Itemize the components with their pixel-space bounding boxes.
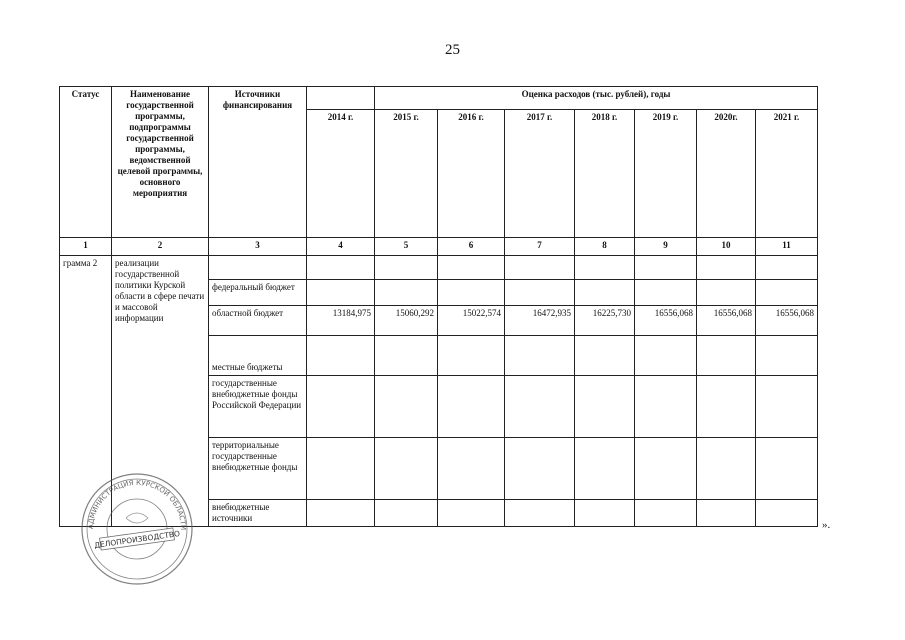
funding-source-cell: территориальные государственные внебюджетные фонды [209, 438, 307, 500]
value-cell [375, 280, 438, 306]
value-cell [307, 376, 375, 438]
value-cell: 13184,975 [307, 306, 375, 336]
value-cell: 16556,068 [697, 306, 756, 336]
value-cell [697, 500, 756, 527]
header-year: 2016 г. [438, 110, 505, 238]
header-year: 2018 г. [575, 110, 635, 238]
value-cell [575, 256, 635, 280]
value-cell [635, 438, 697, 500]
seal-arc-text: АДМИНИСТРАЦИЯ КУРСКОЙ ОБЛАСТИ [86, 478, 188, 531]
value-cell: 16472,935 [505, 306, 575, 336]
value-cell [635, 336, 697, 376]
value-cell [375, 256, 438, 280]
value-cell: 16556,068 [635, 306, 697, 336]
value-cell [307, 280, 375, 306]
value-cell [505, 256, 575, 280]
header-year: 2015 г. [375, 110, 438, 238]
column-number: 3 [209, 238, 307, 256]
column-number: 6 [438, 238, 505, 256]
column-number: 2 [112, 238, 209, 256]
header-expenses-title: Оценка расходов (тыс. рублей), годы [375, 87, 818, 110]
funding-source-cell: государственные внебюджетные фонды Российской Федерации [209, 376, 307, 438]
value-cell [635, 376, 697, 438]
value-cell [575, 438, 635, 500]
header-year: 2014 г. [307, 110, 375, 238]
value-cell [756, 438, 818, 500]
value-cell [438, 280, 505, 306]
value-cell [375, 376, 438, 438]
value-cell [375, 336, 438, 376]
value-cell [375, 500, 438, 527]
column-number: 7 [505, 238, 575, 256]
value-cell: 15060,292 [375, 306, 438, 336]
seal-center-text: ДЕЛОПРОИЗВОДСТВО [93, 529, 181, 550]
value-cell [635, 280, 697, 306]
funding-source-cell: местные бюджеты [209, 336, 307, 376]
column-number: 4 [307, 238, 375, 256]
header-funding-sources: Источники финансирования [209, 87, 307, 238]
value-cell [697, 336, 756, 376]
value-cell: 16225,730 [575, 306, 635, 336]
header-year: 2021 г. [756, 110, 818, 238]
column-number-row [60, 238, 818, 256]
funding-source-cell [209, 256, 307, 280]
value-cell [438, 256, 505, 280]
value-cell [438, 336, 505, 376]
header-status: Статус [60, 87, 112, 238]
value-cell [635, 256, 697, 280]
value-cell [438, 376, 505, 438]
value-cell: 16556,068 [756, 306, 818, 336]
value-cell [438, 438, 505, 500]
value-cell [575, 336, 635, 376]
value-cell [635, 500, 697, 527]
funding-source-cell: областной бюджет [209, 306, 307, 336]
column-number: 9 [635, 238, 697, 256]
funding-source-cell: федеральный бюджет [209, 280, 307, 306]
value-cell [505, 336, 575, 376]
header-blank-cell [307, 87, 375, 110]
value-cell [575, 500, 635, 527]
funding-source-cell: внебюджетные источники [209, 500, 307, 527]
value-cell [697, 376, 756, 438]
value-cell [307, 256, 375, 280]
column-number: 8 [575, 238, 635, 256]
budget-table [59, 86, 818, 527]
status-cell: грамма 2 [60, 256, 112, 527]
trailing-quote-mark: ». [822, 519, 831, 531]
header-row-top [60, 87, 818, 110]
header-year: 2020г. [697, 110, 756, 238]
value-cell [756, 280, 818, 306]
value-cell [756, 376, 818, 438]
value-cell [756, 500, 818, 527]
value-cell [575, 376, 635, 438]
column-number: 1 [60, 238, 112, 256]
column-number: 11 [756, 238, 818, 256]
value-cell [375, 438, 438, 500]
value-cell [505, 500, 575, 527]
header-year: 2017 г. [505, 110, 575, 238]
value-cell [307, 336, 375, 376]
value-cell [307, 438, 375, 500]
table-row [60, 256, 818, 280]
value-cell [505, 376, 575, 438]
value-cell [307, 500, 375, 527]
column-number: 10 [697, 238, 756, 256]
program-name-cell: реализации государственной политики Курской области в сфере печати и массовой информации [112, 256, 209, 527]
page-number: 25 [445, 42, 460, 58]
column-number: 5 [375, 238, 438, 256]
value-cell: 15022,574 [438, 306, 505, 336]
value-cell [505, 438, 575, 500]
value-cell [756, 256, 818, 280]
value-cell [697, 256, 756, 280]
header-year: 2019 г. [635, 110, 697, 238]
value-cell [697, 438, 756, 500]
value-cell [697, 280, 756, 306]
value-cell [438, 500, 505, 527]
value-cell [756, 336, 818, 376]
value-cell [505, 280, 575, 306]
official-seal-stamp [78, 470, 196, 588]
value-cell [575, 280, 635, 306]
header-program-name: Наименование государственной программы, подпрограммы государственной программы, ведомственной целевой программы, основного мероприятия [112, 87, 209, 238]
